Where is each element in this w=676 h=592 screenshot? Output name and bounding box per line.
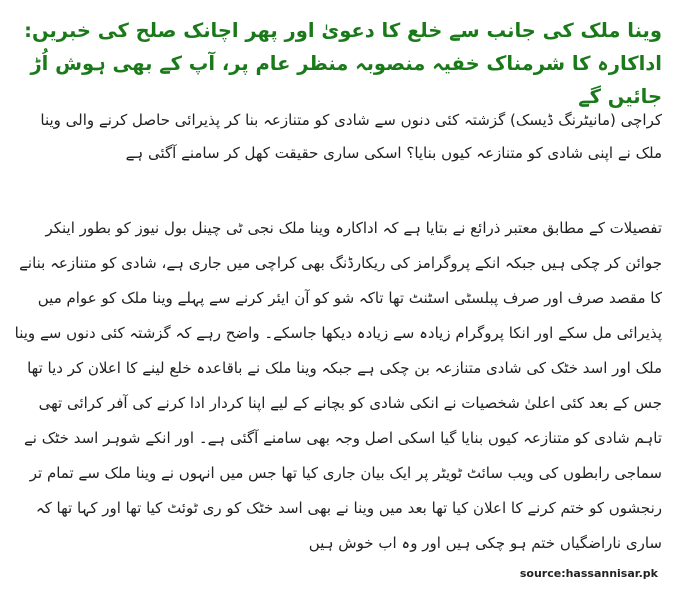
article-lead-paragraph: کراچی (مانیٹرنگ ڈیسک) گزشتہ کئی دنوں سے شادی کو متنازعہ بنا کر پذیرائی حاصل کرنے والی وینا ملک نے اپنی شادی کو متنازعہ کیوں بنایا؟ اسکی ساری حقیقت کھل کر سامنے آگئی ہے xyxy=(40,111,662,162)
article-headline: وینا ملک کی جانب سے خلع کا دعویٰ اور پھر اچانک صلح کی خبریں: اداکارہ کا شرمناک خفیہ منصوبہ منظر عام پر، آپ کے بھی ہوش اُڑ جائیں گے xyxy=(24,19,662,108)
article-body-paragraph: تفصیلات کے مطابق معتبر ذرائع نے بتایا ہے کہ اداکارہ وینا ملک نجی ٹی چینل بول نیوز کو بطور اینکر جوائن کر چکی ہیں جبکہ انکے پروگرامز کی ریکارڈنگ بھی کراچی میں جاری ہے، شادی کو متنازعہ بنانے کا مقصد صرف اور صرف پبلسٹی اسٹنٹ تھا تاکہ شو کو آن ایئر کرنے سے پہلے وینا ملک کو عوام میں پذیرائی مل سکے اور انکا پروگرام زیادہ سے زیادہ دیکھا جاسکے۔ واضح رہے کہ گزشتہ کئی دنوں سے وینا ملک اور اسد خٹک کی شادی متنازعہ بن چکی ہے جبکہ وینا ملک نے باقاعدہ خلع لینے کا اعلان کر دیا تھا جس کے بعد کئی اعلیٰ شخصیات نے انکی شادی کو بچانے کے لیے اپنا کردار ادا کرنے کی آفر کرائی تھی تاہم شادی کو متنازعہ کیوں بنایا گیا اسکی اصل وجہ بھی سامنے آگئی ہے۔ اور انکے شوہر اسد خٹک نے سماجی رابطوں کی ویب سائٹ ٹویٹر پر ایک بیان جاری کیا تھا جس میں انہوں نے وینا ملک سے تمام تر رنجشوں کو ختم کرنے کا اعلان کیا تھا بعد میں وینا نے بھی اسد خٹک کو ری ٹوئٹ کیا تھا اور کہا تھا کہ ساری ناراضگیاں ختم ہو چکی ہیں اور وہ اب خوش ہیں xyxy=(14,219,662,552)
source-credit: source:hassannisar.pk xyxy=(519,567,658,580)
